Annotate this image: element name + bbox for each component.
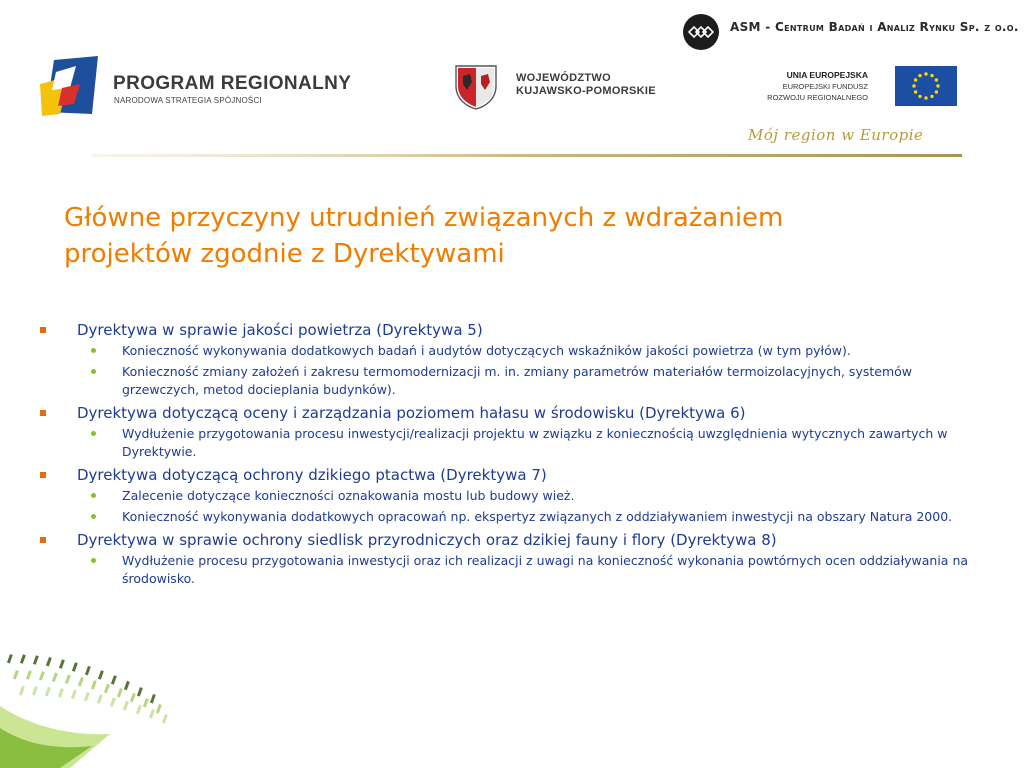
list-item-text: Zalecenie dotyczące konieczności oznakowania mostu lub budowy wież. [122,488,575,503]
eu-star-icon [930,74,933,77]
dot-bullet-icon [91,369,96,374]
eu-star-icon [918,74,921,77]
wojewodztwo-line1: WOJEWÓDZTWO [516,72,611,84]
list-item [40,508,970,526]
square-bullet-icon [40,410,46,416]
list-item-text: Konieczność wykonywania dodatkowych opracowań np. ekspertyz związanych z oddziaływaniem inwestycji na obszary Natura 2000. [122,509,953,524]
eu-star-icon [924,72,927,75]
program-title: PROGRAM REGIONALNY [113,73,352,94]
dot-bullet-icon [91,514,96,519]
decoration-dash [32,686,38,695]
green-swoosh-decoration [0,636,200,768]
decoration-dash [78,677,84,686]
section-heading-text: Dyrektywa w sprawie jakości powietrza (Dyrektywa 5) [77,321,483,339]
decoration-dash [71,690,77,699]
wojewodztwo-crest-icon [454,64,498,110]
list-item-text: Wydłużenie procesu przygotowania inwestycji oraz ich realizacji z uwagi na konieczność wykonania powtórnych ocen oddziaływania na środowisko. [122,553,969,586]
list-item-text: Wydłużenie przygotowania procesu inwestycji/realizacji projektu w związku z koniecznością uwzględnienia wytycznych zawartych w Dyrektywie. [122,426,948,459]
section-heading-text: Dyrektywa dotyczącą ochrony dzikiego ptactwa (Dyrektywa 7) [77,466,547,484]
eu-fund-name [740,70,868,103]
decoration-dash [33,655,39,664]
program-regionalny-logo-icon [40,54,102,118]
eu-star-icon [918,95,921,98]
list-item-text: Konieczność wykonywania dodatkowych badań i audytów dotyczących wskaźników jakości powietrza (w tym pyłów). [122,343,851,358]
bullet-list [40,320,970,592]
section-heading [40,465,970,485]
decoration-dash [7,654,13,663]
decoration-dash [150,694,156,703]
decoration-dash [124,681,130,690]
eu-line1: UNIA EUROPEJSKA [786,70,868,80]
decoration-dash [20,654,26,663]
wojewodztwo-line2: KUJAWSKO-POMORSKIE [516,85,656,97]
section-dyrektywa-8 [40,530,970,588]
decoration-dash [52,673,58,682]
decoration-dash [136,705,142,714]
decoration-dash [143,698,149,707]
dot-bullet-icon [91,493,96,498]
eu-star-icon [930,95,933,98]
list-item [40,363,970,399]
program-subtitle: NARODOWA STRATEGIA SPÓJNOŚCI [114,96,262,105]
section-dyrektywa-6 [40,403,970,461]
eu-flag-icon [895,66,957,106]
section-dyrektywa-7 [40,465,970,526]
slide-title-line1: Główne przyczyny utrudnień związanych z wdrażaniem [64,203,784,233]
decoration-dash [39,671,45,680]
eu-star-icon [924,96,927,99]
slide-title-line2: projektów zgodnie z Dyrektywami [64,239,505,269]
decoration-dash [45,687,51,696]
eu-star-icon [912,84,915,87]
decoration-dash [117,688,123,697]
motto-text: Mój region w Europie [748,126,924,144]
decoration-dash [59,659,65,668]
eu-star-icon [914,78,917,81]
decoration-dash [111,675,117,684]
decoration-dash [13,670,19,679]
section-heading-text: Dyrektywa dotyczącą oceny i zarządzania poziomem hałasu w środowisku (Dyrektywa 6) [77,404,746,422]
list-item [40,342,970,360]
list-item-text: Konieczność zmiany założeń i zakresu termomodernizacji m. in. zmiany parametrów materiałów termoizolacyjnych, systemów grzewczych, metod docieplania budynków). [122,364,912,397]
section-heading [40,320,970,340]
square-bullet-icon [40,472,46,478]
section-heading-text: Dyrektywa w sprawie ochrony siedlisk przyrodniczych oraz dzikiej fauny i flory (Dyrektywa 8) [77,531,777,549]
decoration-dash [91,680,97,689]
eu-star-icon [936,84,939,87]
asm-logo-icon [683,14,719,50]
decoration-dash [85,666,91,675]
slide-title [64,200,964,272]
section-heading [40,530,970,550]
decoration-dash [98,670,104,679]
dot-bullet-icon [91,431,96,436]
eu-star-icon [935,90,938,93]
decoration-dash [110,697,116,706]
decoration-dash [162,714,168,723]
wojewodztwo-name [516,72,656,98]
decoration-dash [123,701,129,710]
decoration-dash [156,704,162,713]
dot-bullet-icon [91,348,96,353]
decoration-dash [65,675,71,684]
header-divider [92,152,962,160]
decoration-dash [26,670,32,679]
decoration-dash [72,662,78,671]
eu-star-icon [914,90,917,93]
eu-line2: EUROPEJSKI FUNDUSZ [782,82,868,91]
decoration-dash [19,686,25,695]
decoration-dash [97,694,103,703]
decoration-dash [137,687,143,696]
square-bullet-icon [40,327,46,333]
decoration-dash [46,657,52,666]
eu-line3: ROZWOJU REGIONALNEGO [767,93,868,102]
asm-company-name: ASM - Centrum Badań i Analiz Rynku Sp. z o.o. [730,20,1019,34]
section-heading [40,403,970,423]
decoration-dash [84,692,90,701]
dot-bullet-icon [91,558,96,563]
list-item [40,425,970,461]
list-item [40,487,970,505]
section-dyrektywa-5 [40,320,970,399]
square-bullet-icon [40,537,46,543]
list-item [40,552,970,588]
decoration-dash [130,693,136,702]
decoration-dash [104,684,110,693]
decoration-dash [58,688,64,697]
eu-star-icon [935,78,938,81]
decoration-dash [149,709,155,718]
